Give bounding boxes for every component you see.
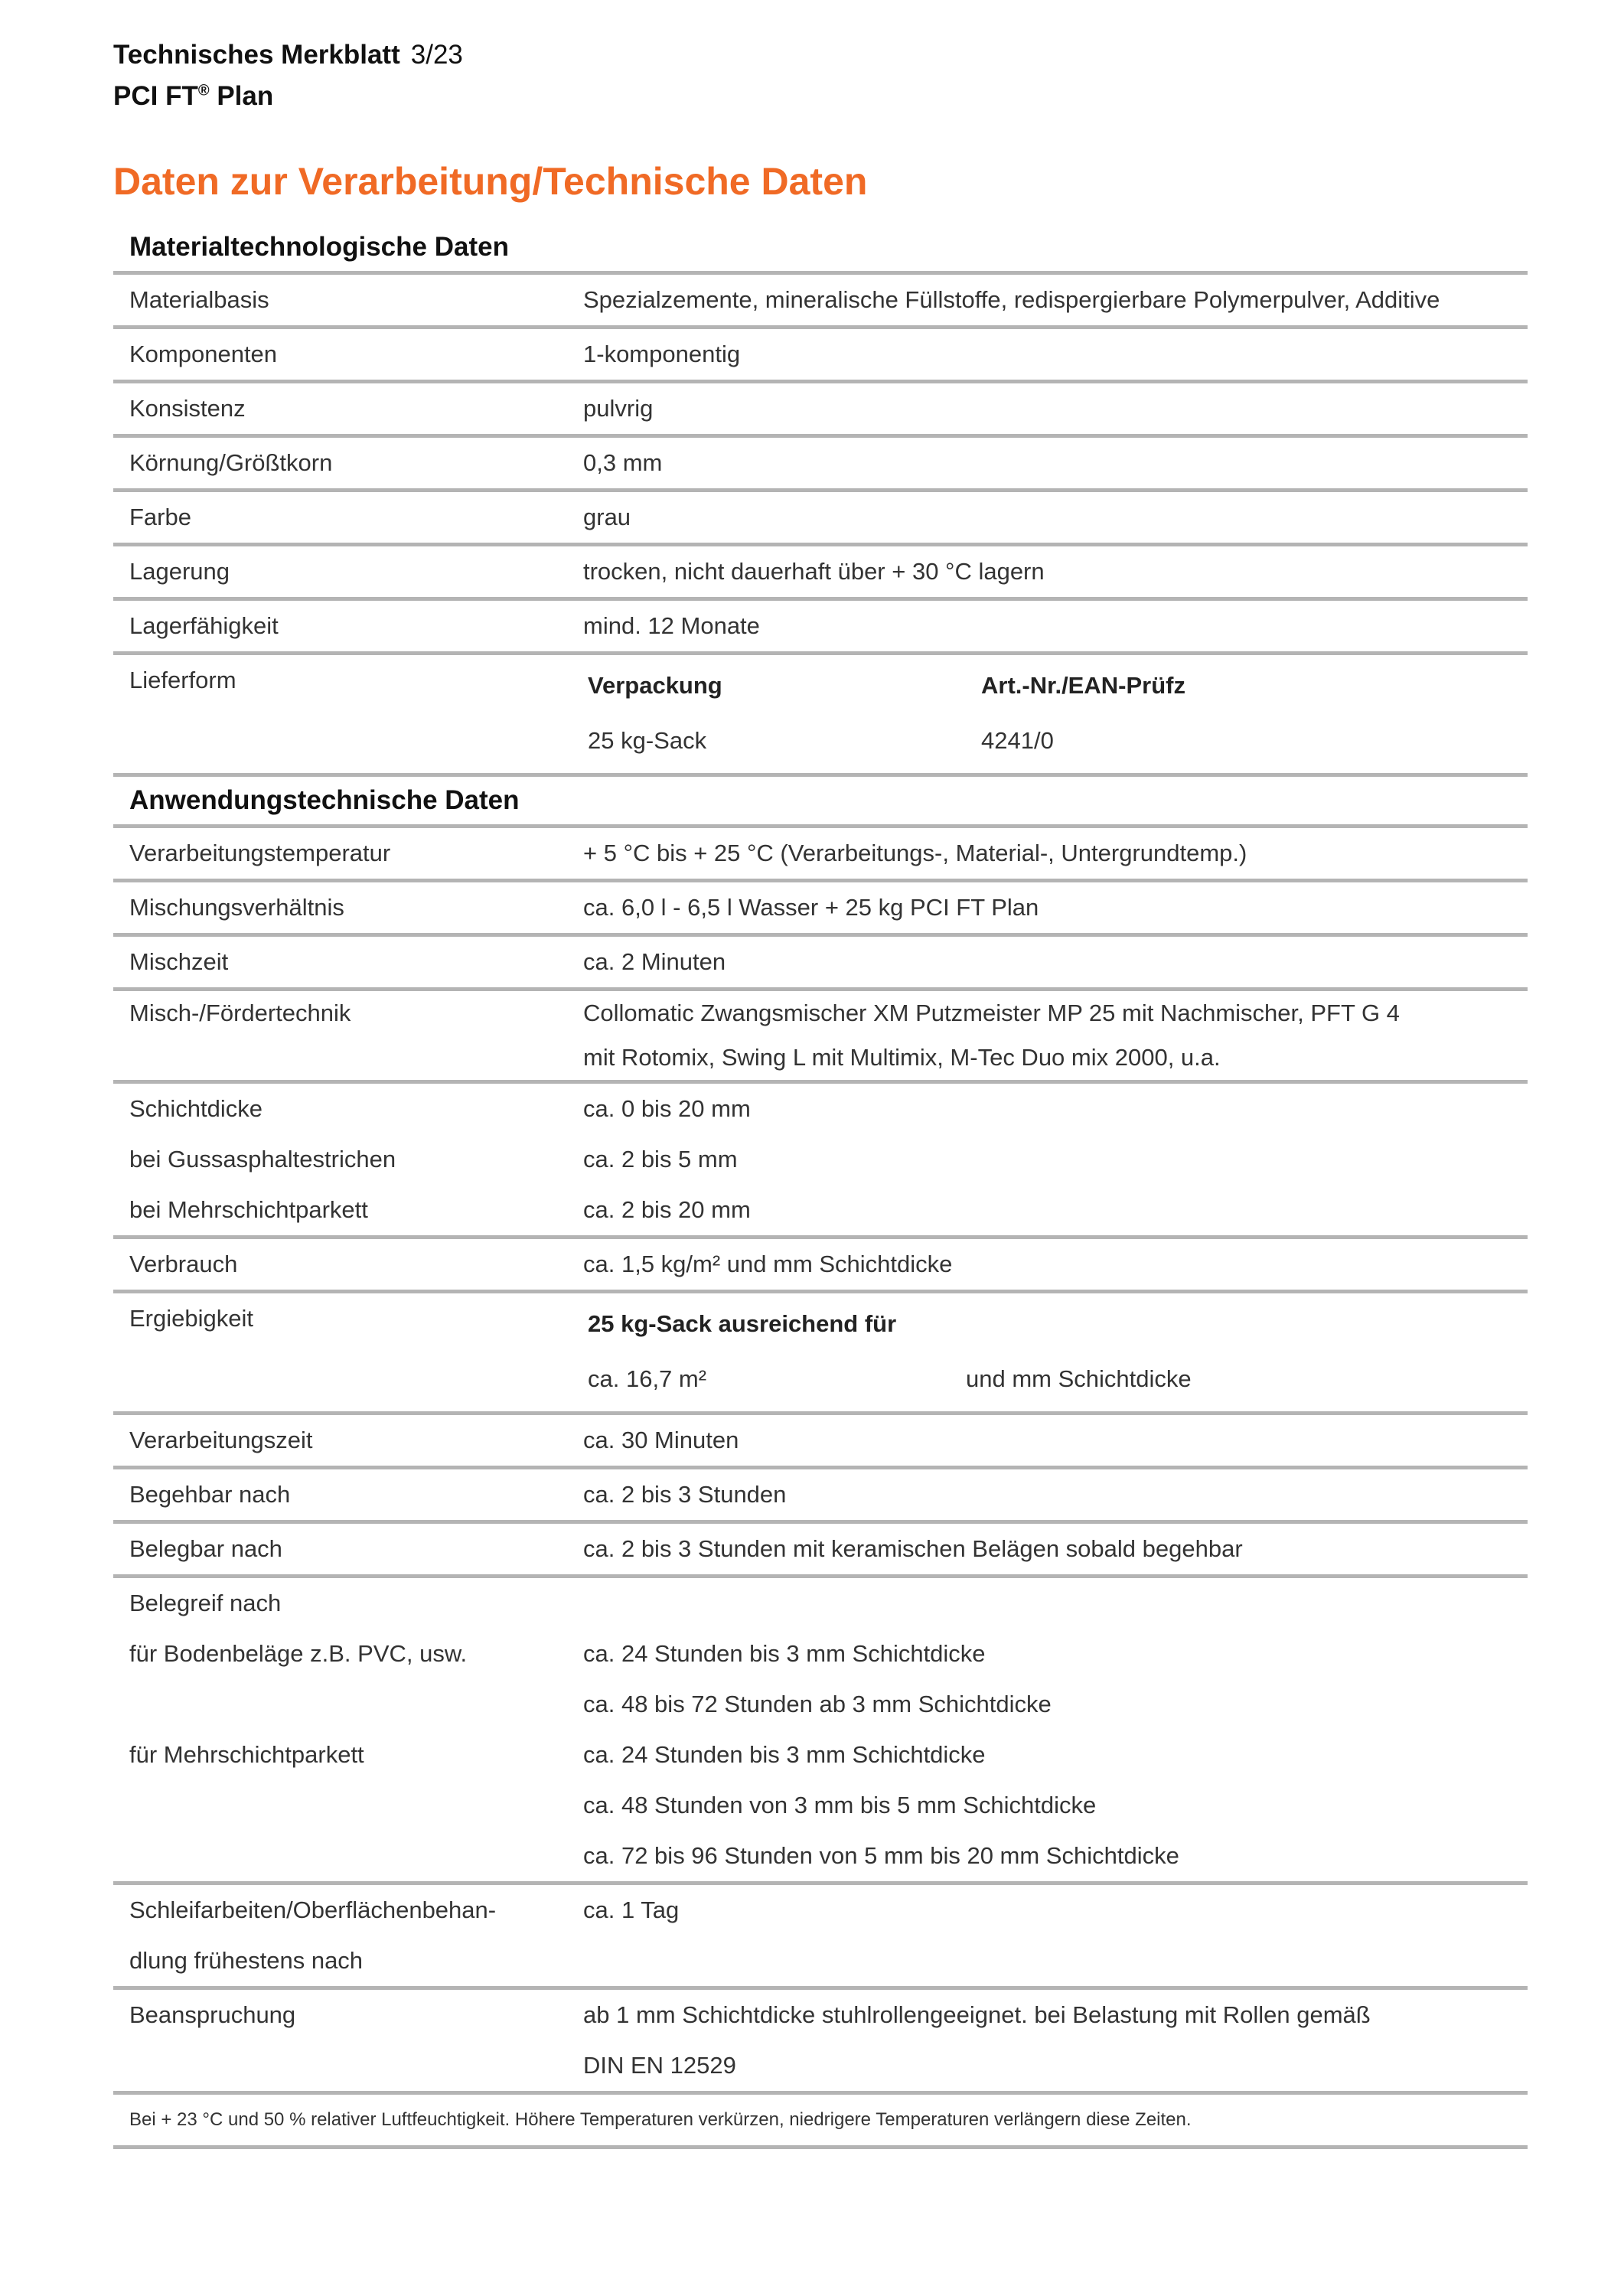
row-value-cell xyxy=(583,1885,1528,1986)
row-label-cell xyxy=(113,546,583,597)
sub-header-cell: Art.-Nr./EAN-Prüfz xyxy=(981,672,1185,699)
row-label: Lieferform xyxy=(129,667,236,693)
row-value: ca. 2 bis 5 mm xyxy=(583,1146,738,1172)
row-value: ca. 6,0 l - 6,5 l Wasser + 25 kg PCI FT Plan xyxy=(583,894,1039,921)
table-row xyxy=(113,991,1528,1084)
row-label xyxy=(129,1780,583,1831)
row-value-cell xyxy=(583,601,1528,651)
row-value xyxy=(583,1936,1528,1986)
row-label: Ergiebigkeit xyxy=(129,1305,253,1332)
table-row xyxy=(113,438,1528,492)
row-value-cell xyxy=(583,937,1528,987)
row-label: Schichtdicke xyxy=(129,1095,263,1122)
table-row xyxy=(113,492,1528,546)
sub-header-row xyxy=(583,655,1528,710)
table-row xyxy=(113,655,1528,777)
table-row xyxy=(113,1239,1528,1293)
row-value: ca. 30 Minuten xyxy=(583,1427,739,1453)
row-label-cell xyxy=(113,882,583,933)
row-label: Mischzeit xyxy=(129,948,229,975)
table-row xyxy=(113,937,1528,991)
page-number: 3/23 xyxy=(410,40,463,70)
table-row xyxy=(113,275,1528,329)
table-row xyxy=(113,1524,1528,1578)
row-value: ca. 24 Stunden bis 3 mm Schichtdicke xyxy=(583,1640,986,1667)
table-row xyxy=(113,1885,1528,1990)
row-value-cell xyxy=(583,1990,1528,2091)
row-value: ca. 2 bis 3 Stunden mit keramischen Belägen sobald begehbar xyxy=(583,1535,1243,1562)
row-value-cell xyxy=(583,1084,1528,1235)
row-value-cell xyxy=(583,492,1528,543)
row-label-cell xyxy=(113,655,583,773)
row-label: Konsistenz xyxy=(129,395,246,422)
row-label: Schleifarbeiten/Oberflächenbehan- xyxy=(129,1896,497,1923)
row-label: Mischungsverhältnis xyxy=(129,894,344,921)
sub-value-row xyxy=(583,710,1528,765)
row-label-cell xyxy=(113,1239,583,1290)
row-label-cell xyxy=(113,438,583,488)
row-value: ca. 24 Stunden bis 3 mm Schichtdicke xyxy=(583,1741,986,1768)
row-value: ca. 0 bis 20 mm xyxy=(583,1095,751,1122)
row-label-cell xyxy=(113,991,583,1080)
row-value: DIN EN 12529 xyxy=(583,2052,736,2079)
table-row xyxy=(113,601,1528,655)
row-value xyxy=(583,1578,1528,1629)
row-label: dlung frühestens nach xyxy=(129,1947,364,1974)
table-row xyxy=(113,882,1528,937)
row-value-cell xyxy=(583,991,1528,1080)
row-label: Farbe xyxy=(129,504,191,530)
row-label-cell xyxy=(113,601,583,651)
row-label-cell xyxy=(113,828,583,879)
row-label-cell xyxy=(113,1885,583,1986)
row-value: ca. 2 Minuten xyxy=(583,948,726,975)
page-title: Daten zur Verarbeitung/Technische Daten xyxy=(113,160,868,203)
row-value: ca. 1,5 kg/m² und mm Schichtdicke xyxy=(583,1251,953,1277)
row-label xyxy=(129,2040,583,2091)
row-value-cell xyxy=(583,546,1528,597)
table-row xyxy=(113,828,1528,882)
row-label-cell xyxy=(113,1415,583,1466)
table-row xyxy=(113,1990,1528,2095)
row-label: Belegbar nach xyxy=(129,1535,282,1562)
row-label: Belegreif nach xyxy=(129,1590,282,1616)
table-row xyxy=(113,1293,1528,1415)
row-value: ca. 1 Tag xyxy=(583,1896,680,1923)
sub-value-cell: 25 kg-Sack xyxy=(588,727,707,754)
product-label: PCI FT xyxy=(113,81,198,111)
row-label-cell xyxy=(113,1578,583,1881)
row-label-cell xyxy=(113,1293,583,1411)
row-label-cell xyxy=(113,329,583,380)
sub-value-cell: und mm Schichtdicke xyxy=(966,1365,1192,1392)
product-name xyxy=(113,81,273,112)
row-value-cell xyxy=(583,828,1528,879)
row-value: ca. 48 bis 72 Stunden ab 3 mm Schichtdicke xyxy=(583,1691,1052,1717)
row-value-cell xyxy=(583,1524,1528,1574)
row-value-cell xyxy=(583,1239,1528,1290)
registered-mark: ® xyxy=(197,82,210,99)
row-value-cell xyxy=(583,655,1528,773)
row-label-cell xyxy=(113,1084,583,1235)
row-value-cell xyxy=(583,1415,1528,1466)
table-row xyxy=(113,383,1528,438)
row-value: mit Rotomix, Swing L mit Multimix, M-Tec Duo mix 2000, u.a. xyxy=(583,1044,1221,1071)
row-value: ca. 48 Stunden von 3 mm bis 5 mm Schichtdicke xyxy=(583,1792,1097,1818)
row-value: mind. 12 Monate xyxy=(583,612,760,639)
sub-header-cell: 25 kg-Sack ausreichend für xyxy=(588,1310,897,1337)
row-value-cell xyxy=(583,1293,1528,1411)
row-label xyxy=(129,1679,583,1730)
row-label: Komponenten xyxy=(129,341,278,367)
row-label-cell xyxy=(113,275,583,325)
row-value: Spezialzemente, mineralische Füllstoffe, redispergierbare Polymerpulver, Additive xyxy=(583,286,1440,313)
row-value-cell xyxy=(583,1469,1528,1520)
row-value-cell xyxy=(583,383,1528,434)
section-heading: Materialtechnologische Daten xyxy=(113,223,1528,275)
technical-data-table xyxy=(113,223,1528,2149)
row-value-cell xyxy=(583,438,1528,488)
row-label: Begehbar nach xyxy=(129,1481,291,1508)
row-value: ab 1 mm Schichtdicke stuhlrollengeeignet. bei Belastung mit Rollen gemäß xyxy=(583,2001,1371,2028)
sub-value-row xyxy=(583,1349,1528,1404)
row-label: Beanspruchung xyxy=(129,2001,296,2028)
row-label-cell xyxy=(113,1990,583,2091)
table-row xyxy=(113,1469,1528,1524)
row-label: für Bodenbeläge z.B. PVC, usw. xyxy=(129,1640,468,1667)
row-label-cell xyxy=(113,1469,583,1520)
document-header xyxy=(113,40,463,70)
doc-title: Technisches Merkblatt xyxy=(113,40,400,70)
row-label: bei Mehrschichtparkett xyxy=(129,1196,368,1223)
row-value: ca. 2 bis 20 mm xyxy=(583,1196,751,1223)
row-label: Lagerung xyxy=(129,558,230,585)
row-label: für Mehrschichtparkett xyxy=(129,1741,364,1768)
row-label: Körnung/Größtkorn xyxy=(129,449,333,476)
sub-value-cell: ca. 16,7 m² xyxy=(588,1365,707,1392)
row-label-cell xyxy=(113,937,583,987)
row-value-cell xyxy=(583,882,1528,933)
row-label: bei Gussasphaltestrichen xyxy=(129,1146,396,1172)
row-label-cell xyxy=(113,492,583,543)
section-heading: Anwendungstechnische Daten xyxy=(113,777,1528,828)
row-value: 1-komponentig xyxy=(583,341,741,367)
product-suffix: Plan xyxy=(217,81,274,111)
row-value: trocken, nicht dauerhaft über + 30 °C lagern xyxy=(583,558,1045,585)
table-row xyxy=(113,329,1528,383)
row-value: + 5 °C bis + 25 °C (Verarbeitungs-, Material-, Untergrundtemp.) xyxy=(583,840,1247,866)
row-value: ca. 72 bis 96 Stunden von 5 mm bis 20 mm Schichtdicke xyxy=(583,1842,1179,1869)
row-label: Lagerfähigkeit xyxy=(129,612,279,639)
sub-header-cell: Verpackung xyxy=(588,672,722,699)
row-label xyxy=(129,1831,583,1881)
row-value: pulvrig xyxy=(583,395,654,422)
row-label xyxy=(129,1035,583,1080)
row-value-cell xyxy=(583,329,1528,380)
table-row xyxy=(113,1415,1528,1469)
row-value: Collomatic Zwangsmischer XM Putzmeister MP 25 mit Nachmischer, PFT G 4 xyxy=(583,1000,1400,1026)
table-row xyxy=(113,1084,1528,1239)
row-value: grau xyxy=(583,504,631,530)
table-row xyxy=(113,546,1528,601)
footnote: Bei + 23 °C und 50 % relativer Luftfeuchtigkeit. Höhere Temperaturen verkürzen, niedrigere Temperaturen verlängern diese Zeiten. xyxy=(113,2095,1528,2149)
table-row xyxy=(113,1578,1528,1885)
row-value-cell xyxy=(583,275,1528,325)
row-label: Materialbasis xyxy=(129,286,269,313)
row-label-cell xyxy=(113,383,583,434)
row-label: Verarbeitungstemperatur xyxy=(129,840,391,866)
row-label: Misch-/Fördertechnik xyxy=(129,1000,351,1026)
row-value: 0,3 mm xyxy=(583,449,663,476)
sub-header-row xyxy=(583,1293,1528,1349)
row-label: Verarbeitungszeit xyxy=(129,1427,313,1453)
row-label: Verbrauch xyxy=(129,1251,238,1277)
row-value: ca. 2 bis 3 Stunden xyxy=(583,1481,787,1508)
row-value-cell xyxy=(583,1578,1528,1881)
sub-value-cell: 4241/0 xyxy=(981,727,1054,754)
row-label-cell xyxy=(113,1524,583,1574)
